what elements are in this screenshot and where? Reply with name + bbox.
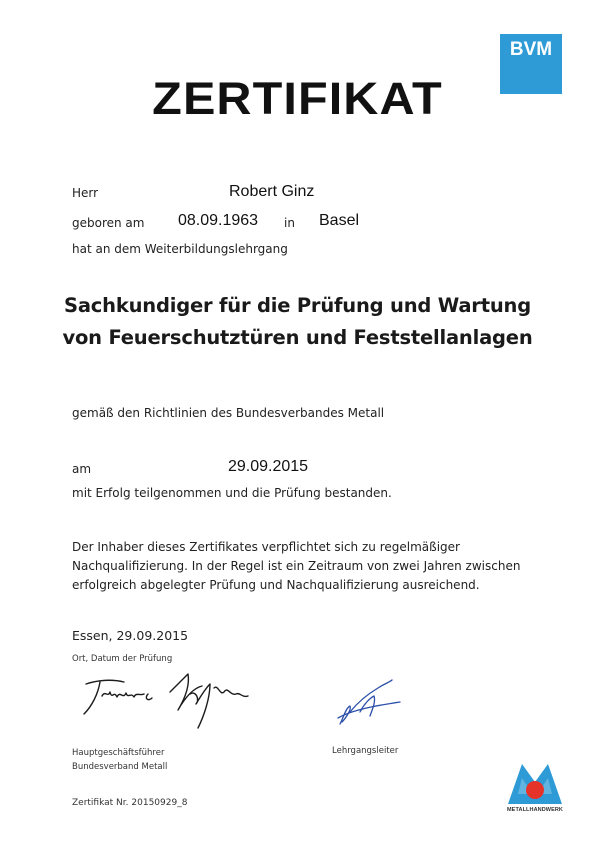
exam-date-label: am <box>72 462 92 476</box>
certificate-number: Zertifikat Nr. 20150929_8 <box>72 798 188 808</box>
certificate-title: ZERTIFIKAT <box>152 73 443 124</box>
obligation-line-3: erfolgreich abgelegter Prüfung und Nachqualifizierung ausreichend. <box>72 578 480 592</box>
course-intro: hat an dem Weiterbildungslehrgang <box>72 242 288 256</box>
signature-course-director <box>334 678 404 732</box>
in-label: in <box>284 216 295 230</box>
right-signatory-caption: Lehrgangsleiter <box>332 746 399 756</box>
course-title-line-1: Sachkundiger für die Prüfung und Wartung <box>64 294 531 317</box>
signature-right-graphic <box>334 678 404 728</box>
signature-left-graphic <box>78 670 253 730</box>
exam-result: mit Erfolg teilgenommen und die Prüfung bestanden. <box>72 486 392 500</box>
svg-text:BVM: BVM <box>509 39 553 60</box>
obligation-paragraph <box>72 538 532 595</box>
birth-date: 08.09.1963 <box>178 212 259 229</box>
recipient-name: Robert Ginz <box>229 183 315 200</box>
metallhandwerk-logo-graphic <box>500 758 570 808</box>
left-signatory-caption <box>72 746 167 774</box>
left-signatory-title-2: Bundesverband Metall <box>72 762 168 772</box>
place-date: Essen, 29.09.2015 <box>72 628 189 643</box>
obligation-line-2: Nachqualifizierung. In der Regel ist ein Zeitraum von zwei Jahren zwischen <box>72 559 521 573</box>
guidelines-text: gemäß den Richtlinien des Bundesverbandes Metall <box>72 406 385 420</box>
place-date-caption: Ort, Datum der Prüfung <box>72 654 173 664</box>
metallhandwerk-logo-text: METALLHANDWERK <box>507 807 563 813</box>
birth-place: Basel <box>319 212 360 229</box>
salutation: Herr <box>72 186 99 200</box>
exam-date: 29.09.2015 <box>228 458 309 475</box>
course-title <box>0 290 595 354</box>
course-title-line-2: von Feuerschutztüren und Feststellanlagen <box>62 326 533 349</box>
signature-managing-director <box>78 670 253 734</box>
obligation-line-1: Der Inhaber dieses Zertifikates verpflichtet sich zu regelmäßiger <box>72 540 460 554</box>
left-signatory-title-1: Hauptgeschäftsführer <box>72 748 165 758</box>
born-label: geboren am <box>72 216 145 230</box>
